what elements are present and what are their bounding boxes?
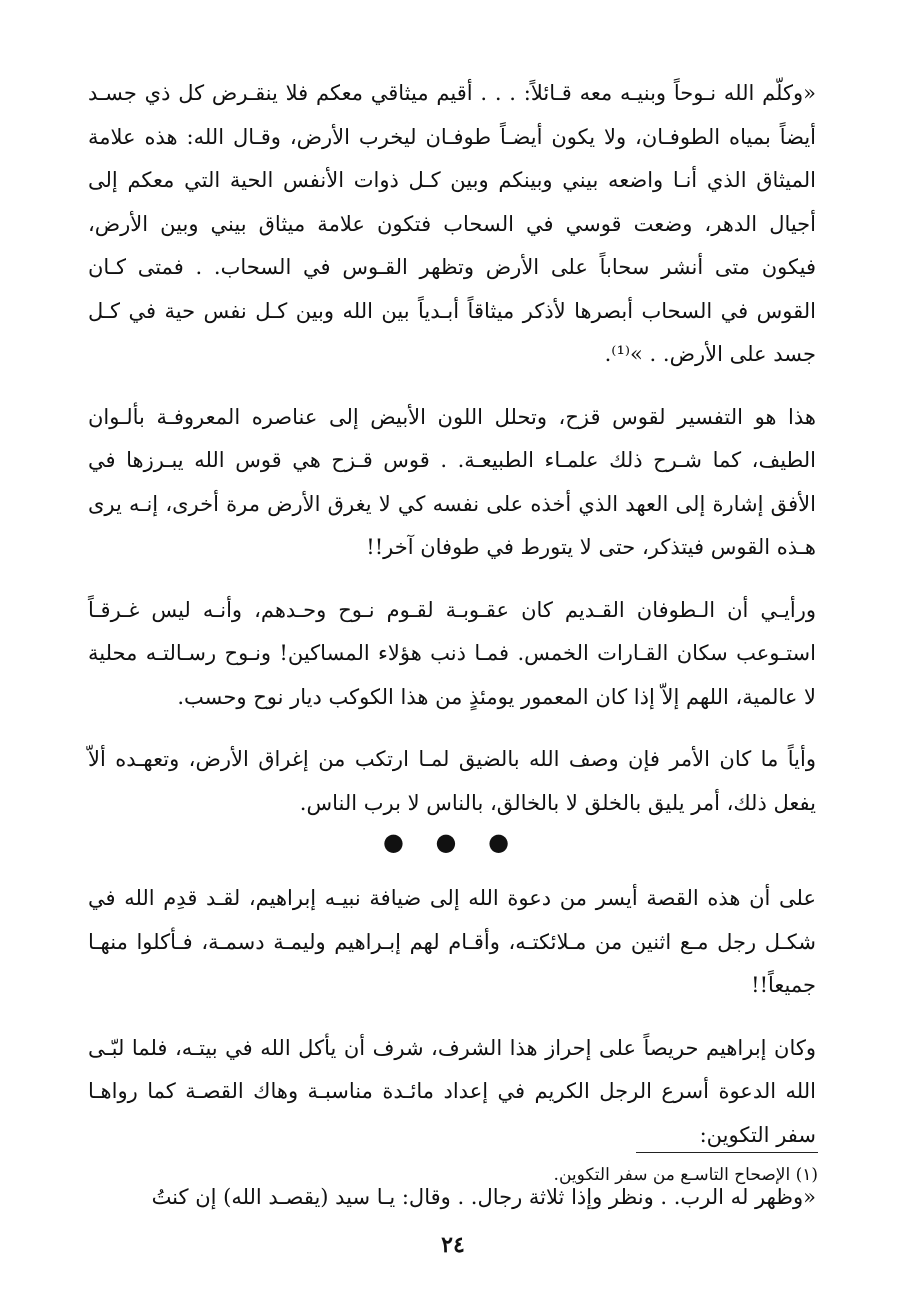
footnote-divider bbox=[636, 1152, 818, 1153]
paragraph-genesis-quote: «وظهر له الرب. . ونظر وإذا ثلاثة رجال. . وقال: يـا سيد (يقصـد الله) إن كنتُ bbox=[151, 1185, 816, 1209]
paragraph-gap bbox=[88, 719, 816, 738]
paragraph-abraham-hospitality: على أن هذه القصة أيسر من دعوة الله إلى ضيافة نبيـه إبراهيم، لقـد قدِم الله في شكـل رجل مـع اثنين من مـلائكتـه، وأقـام لهم إبـراهيم وليمـة دسمـة، فـأكلوا منهـا جميعاً!! bbox=[88, 886, 817, 997]
footnote: (١) الإصحاح التاسـع من سفر التكوين. bbox=[553, 1165, 818, 1185]
paragraph-rainbow-explanation: هذا هو التفسير لقوس قزح، وتحلل اللون الأبيض إلى عناصره المعروفـة بألـوان الطيف، كما شـرح ذلك علمـاء الطبيعـة. . قوس قـزح هي قوس الله يبـرزها في الأفق إشارة إلى العهد الذي أخذه على نفسه كي لا يغرق الأرض مرة أخرى، إنـه يرى هـذه القوس فيتذكر، حتى لا يتورط في طوفان آخر!! bbox=[88, 404, 816, 559]
paragraph-gap bbox=[88, 1008, 816, 1027]
paragraph-abraham-eager: وكان إبراهيم حريصاً على إحراز هذا الشرف، شرف أن يأكل الله في بيتـه، فلما لبّـى الله الدعوة أسرع الرجل الكريم في إعداد مائـدة مناسبـة وهاك القصـة كما رواهـا سفر التكوين: bbox=[88, 1035, 816, 1147]
page-number: ٢٤ bbox=[441, 1232, 465, 1258]
page-body bbox=[88, 72, 816, 1220]
paragraph-gap bbox=[88, 570, 816, 589]
section-separator: ● ● ● bbox=[382, 828, 522, 856]
paragraph-covenant-quote: «وكلّم الله نـوحاً وبنيـه معه قـائلاً: . . . أقيم ميثاقي معكم فلا ينقـرض كل ذي جسـد أيضاً بمياه الطوفـان، ولا يكون أيضـاً طوفـان ليخرب الأرض، وقـال الله: هذه علامة الميثاق الذي أنـا واضعه بيني وبينكم وبين كـل ذوات الأنفس الحية التي معكم إلى أجيال الدهر، وضعت قوسي في السحاب فتكون علامة ميثاق بيني وبين الأرض، فيكون متى أنشر سحاباً على الأرض وتظهر القـوس في السحاب. . فمتى كـان القوس في السحاب أبصرها لأذكر ميثاقاً أبـدياً بين الله وبين كـل نفس حية في كـل جسد على الأرض. . »⁽¹⁾. bbox=[88, 81, 816, 366]
paragraph-author-opinion: ورأيـي أن الـطوفان القـديم كان عقـوبـة لقـوم نـوح وحـدهم، وأنـه ليس غـرقـاً استـوعب سكان القـارات الخمس. فمـا ذنب هؤلاء المساكين! ونـوح رسـالتـه محلية لا عالمية، اللهم إلاّ إذا كان المعمور يومئذٍ من هذا الكوكب ديار نوح وحسب. bbox=[88, 597, 816, 709]
paragraph-conclusion: وأياً ما كان الأمر فإن وصف الله بالضيق لمـا ارتكب من إغراق الأرض، وتعهـده ألاّ يفعل ذلك، أمر يليق بالخلق لا بالخالق، بالناس لا برب الناس. bbox=[88, 747, 816, 815]
paragraph-gap bbox=[88, 377, 816, 396]
